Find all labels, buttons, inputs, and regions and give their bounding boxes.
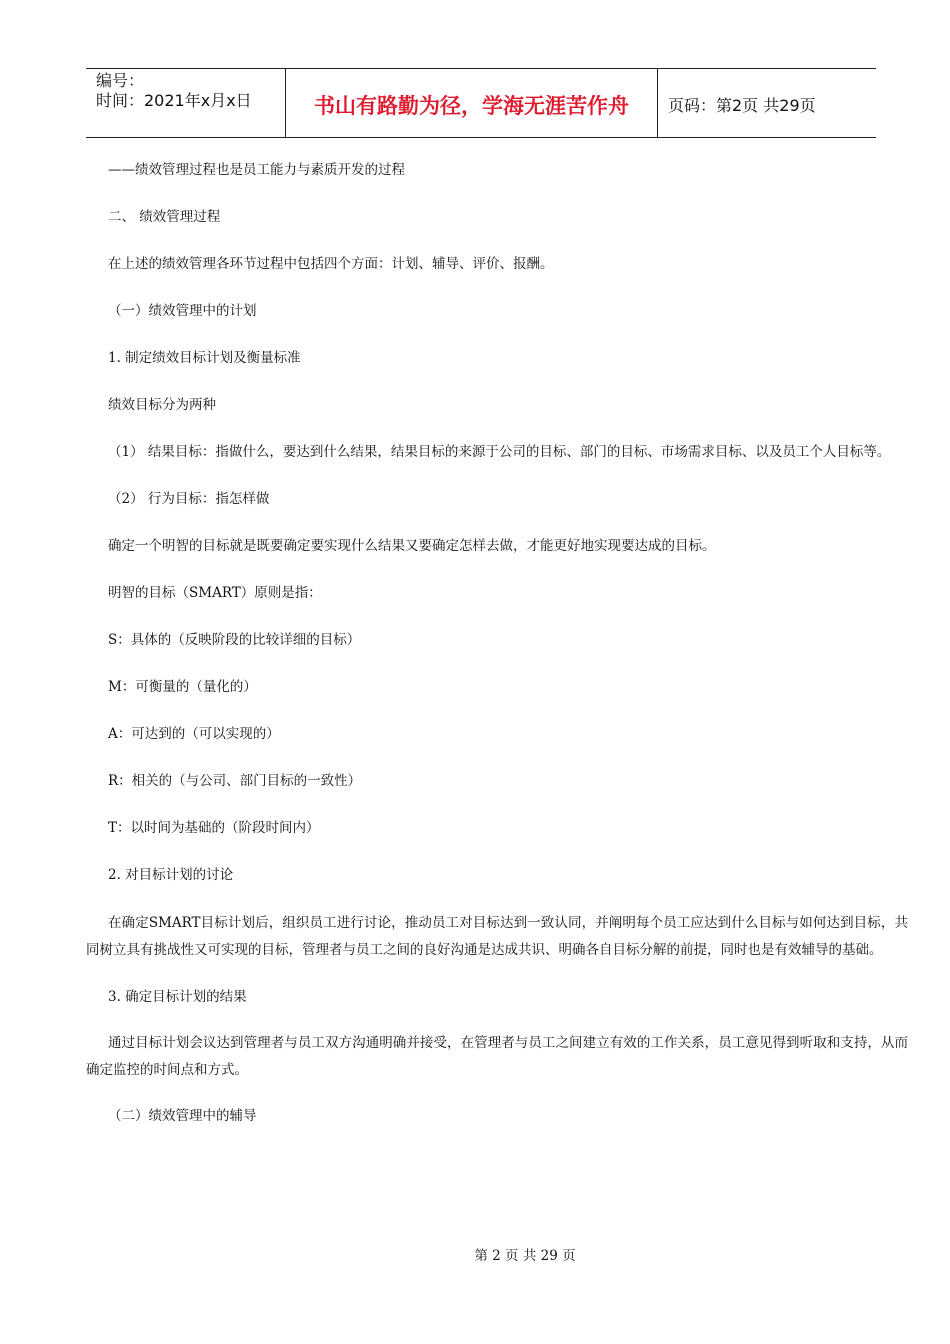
smart-item-a: A：可达到的（可以实现的） (108, 726, 280, 742)
paragraph: 通过目标计划会议达到管理者与员工双方沟通明确并接受，在管理者与员工之间建立有效的工作关系，员工意见得到听取和支持，从而确定监控的时间点和方式。 (86, 1035, 908, 1078)
smart-item-s: S：具体的（反映阶段的比较详细的目标） (108, 632, 361, 648)
smart-item-t: T：以时间为基础的（阶段时间内） (108, 820, 320, 836)
paragraph: ——绩效管理过程也是员工能力与素质开发的过程 (108, 162, 405, 178)
paragraph: 明智的目标（SMART）原则是指： (108, 585, 322, 601)
document-time-label: 时间：2021年x月x日 (96, 91, 252, 110)
smart-item-r: R：相关的（与公司、部门目标的一致性） (108, 773, 362, 789)
document-header (86, 68, 876, 138)
document-number-label: 编号： (96, 71, 145, 90)
smart-item-m: M：可衡量的（量化的） (108, 679, 257, 695)
paragraph: 在上述的绩效管理各环节过程中包括四个方面：计划、辅导、评价、报酬。 (108, 256, 554, 272)
section-heading: 二、 绩效管理过程 (108, 209, 221, 225)
header-meta-cell (86, 69, 286, 137)
subsection-heading: （一）绩效管理中的计划 (108, 303, 257, 319)
item-heading: 3. 确定目标计划的结果 (108, 989, 247, 1005)
paragraph: （1） 结果目标：指做什么，要达到什么结果，结果目标的来源于公司的目标、部门的目标、市场需求目标、以及员工个人目标等。 (108, 444, 891, 460)
paragraph: 在确定SMART目标计划后，组织员工进行讨论，推动员工对目标达到一致认同，并阐明每个员工应达到什么目标与如何达到目标，共同树立具有挑战性又可实现的目标，管理者与员工之间的良好沟通是达成共识、明确各自目标分解的前提，同时也是有效辅导的基础。 (86, 915, 908, 958)
header-page-info: 页码：第2页 共29页 (668, 95, 816, 115)
paragraph: （2） 行为目标：指怎样做 (108, 491, 270, 507)
item-heading: 1. 制定绩效目标计划及衡量标准 (108, 350, 301, 366)
document-body (86, 158, 908, 1128)
page-footer: 第 2 页 共 29 页 (474, 1248, 576, 1264)
paragraph: 绩效目标分为两种 (108, 397, 216, 413)
item-heading: 2. 对目标计划的讨论 (108, 867, 234, 883)
header-motto: 书山有路勤为径，学海无涯苦作舟 (286, 69, 658, 137)
paragraph: 确定一个明智的目标就是既要确定要实现什么结果又要确定怎样去做，才能更好地实现要达成的目标。 (108, 538, 716, 554)
subsection-heading: （二）绩效管理中的辅导 (108, 1108, 257, 1124)
